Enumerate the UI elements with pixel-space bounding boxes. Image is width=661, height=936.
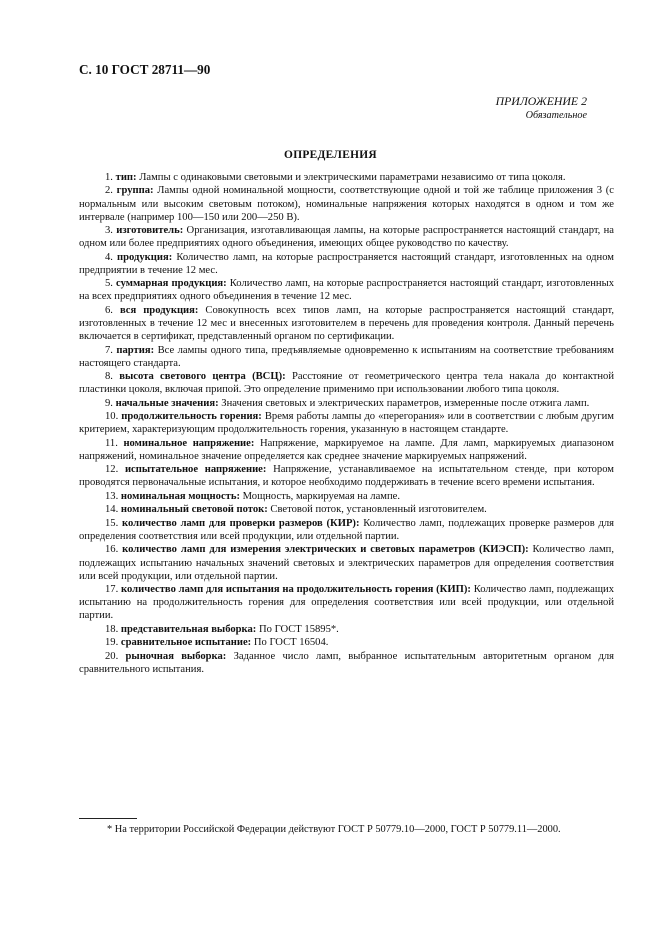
definition-number: 6. (105, 304, 113, 316)
definition-term: начальные значения: (115, 397, 219, 409)
definition-item (79, 490, 614, 503)
definition-term: продукция: (117, 251, 173, 263)
definition-text: Лампы с одинаковыми световыми и электрическими параметрами независимо от типа цоколя. (139, 172, 566, 183)
definition-text: Количество ламп, на которые распространяется настоящий стандарт, изготовленных на одном предприятии в течение 12 мес. (79, 251, 615, 276)
definition-term: представительная выборка: (120, 623, 257, 635)
definition-text: Напряжение, устанавливаемое на испытательном стенде, при котором проводятся первоначальные испытания, и которое необходимо поддерживать в течение всего времени испытания. (79, 464, 614, 489)
definition-term: рыночная выборка: (125, 650, 227, 662)
definition-number: 11. (105, 437, 118, 449)
definition-term: сравнительное испытание: (120, 637, 252, 649)
definition-term: изготовитель: (116, 225, 184, 237)
definition-number: 8. (105, 371, 113, 383)
definition-term: тип: (115, 172, 137, 183)
definition-item (79, 304, 614, 343)
definition-term: количество ламп для испытания на продолжительность горения (КИП): (121, 584, 471, 596)
definition-item (79, 623, 614, 636)
definition-number: 14. (105, 504, 119, 516)
definition-term: партия: (116, 344, 155, 356)
definition-number: 9. (105, 397, 113, 409)
definition-item (79, 171, 614, 184)
definition-text: Количество ламп, подлежащих проверке размеров для определения соответствия или всей продукции, или отдельной партии. (79, 517, 615, 542)
definition-term: суммарная продукция: (116, 278, 227, 290)
definition-text: Расстояние от геометрического центра тела накала до контактной пластинки цоколя, включая припой. Это определение применимо при использовании любого типа цоколя. (79, 371, 614, 396)
definition-term: количество ламп для проверки размеров (КИР): (122, 517, 360, 529)
definition-item (79, 636, 614, 649)
definition-item (79, 277, 614, 303)
definition-text: По ГОСТ 15895*. (258, 623, 339, 635)
definition-item (79, 184, 614, 223)
definition-number: 10. (105, 411, 119, 423)
definition-item (79, 410, 614, 436)
definition-text: Напряжение, маркируемое на лампе. Для ламп, маркируемых диапазоном напряжений, номинальное значение определяется как среднее значение маркируемых напряжений. (79, 437, 614, 462)
definition-text: Значения световых и электрических параметров, измеренные после отжига ламп. (221, 397, 590, 409)
definition-number: 1. (105, 172, 113, 183)
definition-item (79, 583, 614, 622)
definition-number: 2. (105, 185, 113, 197)
definition-number: 12. (105, 464, 119, 476)
definition-term: продолжительность горения: (121, 411, 262, 423)
definition-text: Количество ламп, подлежащих испытанию на продолжительность горения для определения соответствия или всей продукции, или отдельной партии. (79, 584, 614, 622)
definition-term: вся продукция: (119, 304, 199, 316)
definition-number: 4. (105, 251, 113, 263)
definition-item (79, 543, 614, 582)
definition-number: 13. (105, 490, 119, 502)
definition-number: 17. (105, 584, 119, 596)
definition-number: 18. (105, 623, 119, 635)
definitions-list (79, 171, 614, 676)
annex-status: Обязательное (525, 110, 587, 121)
definition-text: По ГОСТ 16504. (253, 637, 329, 649)
page-header: С. 10 ГОСТ 28711—90 (79, 62, 211, 77)
definition-item (79, 397, 614, 410)
annex-title: ПРИЛОЖЕНИЕ 2 (495, 94, 587, 108)
definition-item (79, 650, 614, 676)
section-title: ОПРЕДЕЛЕНИЯ (284, 149, 377, 161)
definition-number: 16. (105, 544, 119, 556)
definition-number: 20. (105, 650, 119, 662)
definition-number: 5. (105, 278, 113, 290)
definition-text: Заданное число ламп, выбранное испытательным авторитетным органом для сравнительного испытания. (79, 650, 614, 675)
definition-term: количество ламп для измерения электрических и световых параметров (КИЭСП): (122, 544, 529, 556)
definition-item (79, 251, 614, 277)
definition-item (79, 344, 614, 370)
definition-term: номинальное напряжение: (123, 437, 255, 449)
definition-term: испытательное напряжение: (124, 464, 267, 476)
definition-text: Лампы одной номинальной мощности, соответствующие одной и той же таблице приложения 3 (с нормальным или высоким световым потоком), номинальные напряжения которых находятся в одном и том же интервале (например 100—150 или 200—250 В). (79, 185, 614, 223)
footnote: * На территории Российской Федерации действуют ГОСТ Р 50779.10—2000, ГОСТ Р 50779.11—2000. (107, 824, 561, 835)
definition-text: Время работы лампы до «перегорания» или в соответствии с любым другим критерием, характеризующим продолжительность горения, указанную в настоящем стандарте. (79, 411, 614, 436)
definition-text: Организация, изготавливающая лампы, на которые распространяется настоящий стандарт, на одном или более предприятиях одного объединения, имеющих общее руководство по качеству. (79, 225, 615, 250)
definition-text: Совокупность всех типов ламп, на которые распространяется настоящий стандарт, изготовленных в течение 12 мес и внесенных изготовителем в перечень для проведения контроля. Данный перечень включается в сертификат, представленный органом по сертификации. (79, 304, 614, 343)
definition-text: Количество ламп, подлежащих испытанию начальных значений световых и электрических параметров для определения соответствия или всей продукции, или отдельной партии. (79, 544, 614, 582)
definition-number: 3. (105, 225, 113, 237)
footnote-divider (79, 818, 137, 819)
definition-item (79, 517, 614, 543)
definition-item (79, 437, 614, 463)
definition-item (79, 370, 614, 396)
definition-number: 15. (105, 517, 119, 529)
definition-item (79, 463, 614, 489)
definition-text: Световой поток, установленный изготовителем. (270, 504, 487, 516)
definition-text: Мощность, маркируемая на лампе. (242, 490, 401, 502)
definition-number: 7. (105, 344, 113, 356)
definition-item (79, 224, 614, 250)
definition-item (79, 503, 614, 516)
definition-term: высота светового центра (ВСЦ): (119, 371, 286, 383)
annex-label (496, 94, 587, 122)
definition-term: номинальная мощность: (120, 490, 240, 502)
definition-term: номинальный световой поток: (120, 504, 268, 516)
definition-number: 19. (105, 637, 119, 649)
definition-text: Количество ламп, на которые распространяется настоящий стандарт, изготовленных на всех предприятиях одного объединения в течение 12 мес. (79, 278, 615, 303)
definition-text: Все лампы одного типа, предъявляемые одновременно к испытаниям на соответствие требованиям настоящего стандарта. (79, 344, 614, 369)
definition-term: группа: (116, 185, 154, 197)
